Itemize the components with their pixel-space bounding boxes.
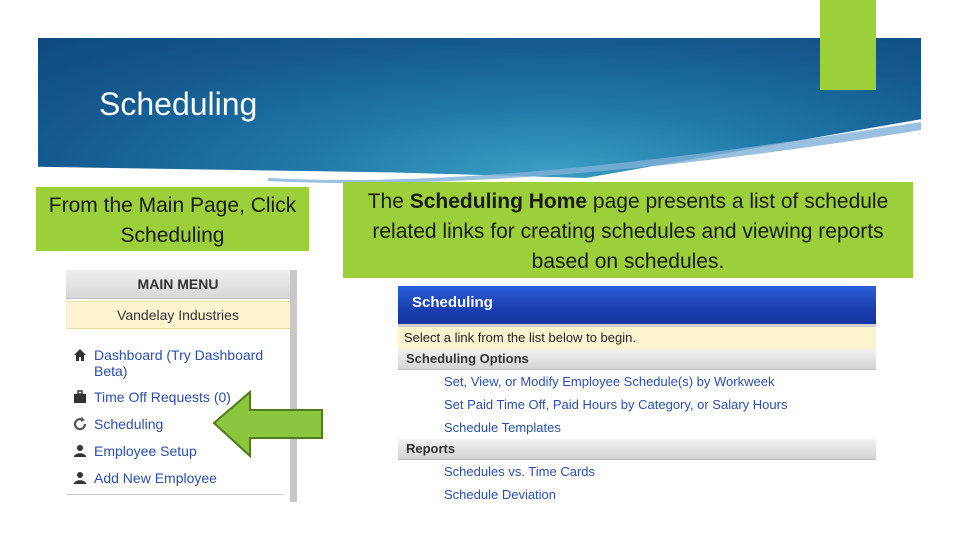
home-icon [66,347,94,379]
left-callout: From the Main Page, Click Scheduling [36,187,309,251]
link-schedules-vs-time-cards[interactable]: Schedules vs. Time Cards [444,464,596,479]
link-set-view-modify-schedule[interactable]: Set, View, or Modify Employee Schedule(s) by Workweek [444,374,775,389]
link-set-paid-time-off[interactable]: Set Paid Time Off, Paid Hours by Category, or Salary Hours [444,397,788,412]
accent-block [820,0,876,90]
slide-title: Scheduling [99,86,258,122]
right-callout-bold: Scheduling Home [409,190,588,213]
refresh-icon [66,416,94,432]
main-menu-header: MAIN MENU [66,270,290,299]
menu-divider [66,494,284,495]
right-callout-post: page presents a list of schedule related links for creating schedules and viewing reports based on schedules. [372,190,889,273]
main-menu-panel [66,270,290,502]
link-schedule-deviation[interactable]: Schedule Deviation [444,487,557,502]
left-arrow-icon [212,390,324,458]
section-reports: Reports [398,439,876,460]
scheduling-page-panel [398,286,876,516]
scheduling-header: Scheduling [398,286,876,327]
company-name: Vandelay Industries [66,301,290,329]
briefcase-icon [66,389,94,405]
link-schedule-templates[interactable]: Schedule Templates [444,420,561,435]
menu-item-label: Time Off Requests (0) [94,389,231,405]
person-add-icon [66,470,94,486]
right-callout-pre: The [367,190,410,213]
scheduling-intro: Select a link from the list below to begin. [398,327,876,349]
menu-item-label: Employee Setup [94,443,197,459]
right-callout [343,182,913,278]
menu-scrollbar[interactable] [290,270,297,502]
menu-item-add-new-employee[interactable] [66,470,286,486]
menu-item-label: Add New Employee [94,470,217,486]
person-icon [66,443,94,459]
menu-item-dashboard[interactable] [66,347,286,379]
menu-item-label: Scheduling [94,416,164,432]
menu-item-label: Dashboard (Try Dashboard Beta) [94,347,264,379]
section-scheduling-options: Scheduling Options [398,349,876,370]
